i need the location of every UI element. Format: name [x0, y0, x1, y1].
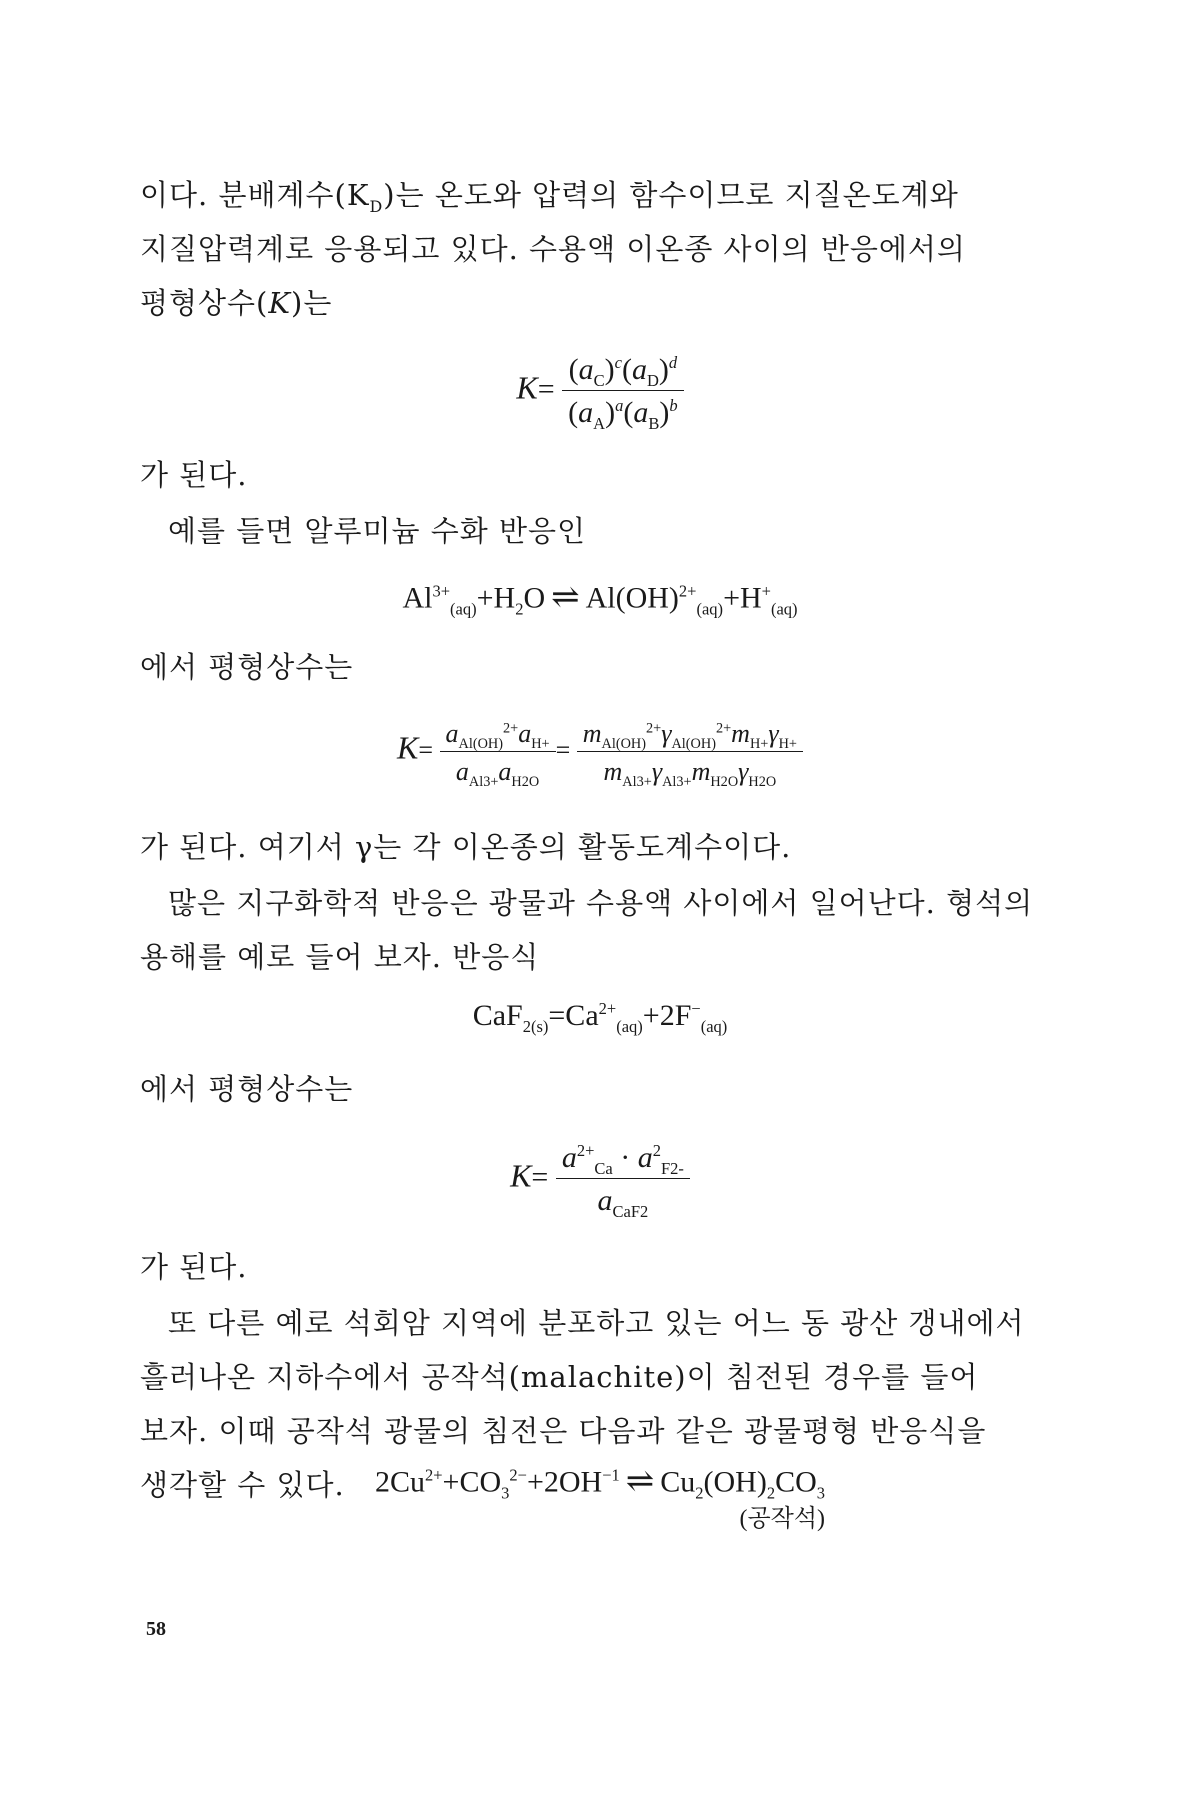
paragraph-2: 가 된다. [140, 458, 248, 492]
equation-fluorite-constant: K= $\frac{a^{2+}_{Ca} \cdot a^2_{F2-}}{a_{CaF2}}$ [0, 1140, 1200, 1219]
paragraph-7: 에서 평형상수는 [140, 1072, 354, 1106]
paragraph-5: 가 된다. 여기서 γ는 각 이온종의 활동도계수이다. [140, 830, 792, 864]
equation-aluminum-hydration: $Al^{3+}_{(aq)}+H_2O$ ⇌ $Al(OH)^{2+}_{(aq)}+H^+_{(aq)}$ [402, 579, 798, 619]
equation-equilibrium-constant: K= $\frac{(a_C)^c(a_D)^d}{(a_A)^a(a_B)^b}$ [0, 352, 1200, 431]
equilibrium-arrow-icon: ⇌ [625, 1463, 655, 1500]
equilibrium-arrow-icon: ⇌ [551, 579, 580, 616]
paragraph-6: 많은 지구화학적 반응은 광물과 수용액 사이에서 일어난다. 형석의 용해를 예로 들어 보자. 반응식 [140, 886, 1034, 974]
malachite-label: (공작석) [739, 1505, 826, 1532]
equation-aluminum-constant: K= $\frac{a_{Al(OH)}^{2+}a_{H+}}{a_{Al3+}a_{H2O}}$ = $\frac{m_{Al(OH)}^{2+}\gamma_{Al(OH)}^{2+}m_{H+}\gamma_{H+}}{m_{Al3+}\gamma_{Al3+}m_{H2O}\gamma_{H2O}}$ [0, 718, 1200, 787]
paragraph-8: 가 된다. [140, 1250, 248, 1284]
paragraph-3: 예를 들면 알루미늄 수화 반응인 [168, 514, 587, 548]
paragraph-1: 이다. 분배계수$(K_D)$는 온도와 압력의 함수이므로 지질온도계와 지질압력계로 응용되고 있다. 수용액 이온종 사이의 반응에서의 평형상수(K)는 [140, 178, 966, 320]
page-number: 58 [146, 1618, 166, 1640]
equation-fluorite-dissolution: $CaF_{2(s)}=Ca^{2+}_{(aq)}+2F^-_{(aq)}$ [472, 999, 728, 1036]
paragraph-4: 에서 평형상수는 [140, 650, 354, 684]
paragraph-9: 또 다른 예로 석회암 지역에 분포하고 있는 어느 동 광산 갱내에서 흘러나온 지하수에서 공작석(malachite)이 침전된 경우를 들어 보자. 이때 공작석 광물의 침전은 다음과 같은 광물평형 반응식을 생각할 수 있다. [140, 1306, 1025, 1502]
equation-malachite-precipitation: $2Cu^{2+}+CO_3^{2-}+2OH^{-1}$ ⇌ $Cu_2(OH)_2CO_3$ (공작석) [374, 1463, 826, 1532]
